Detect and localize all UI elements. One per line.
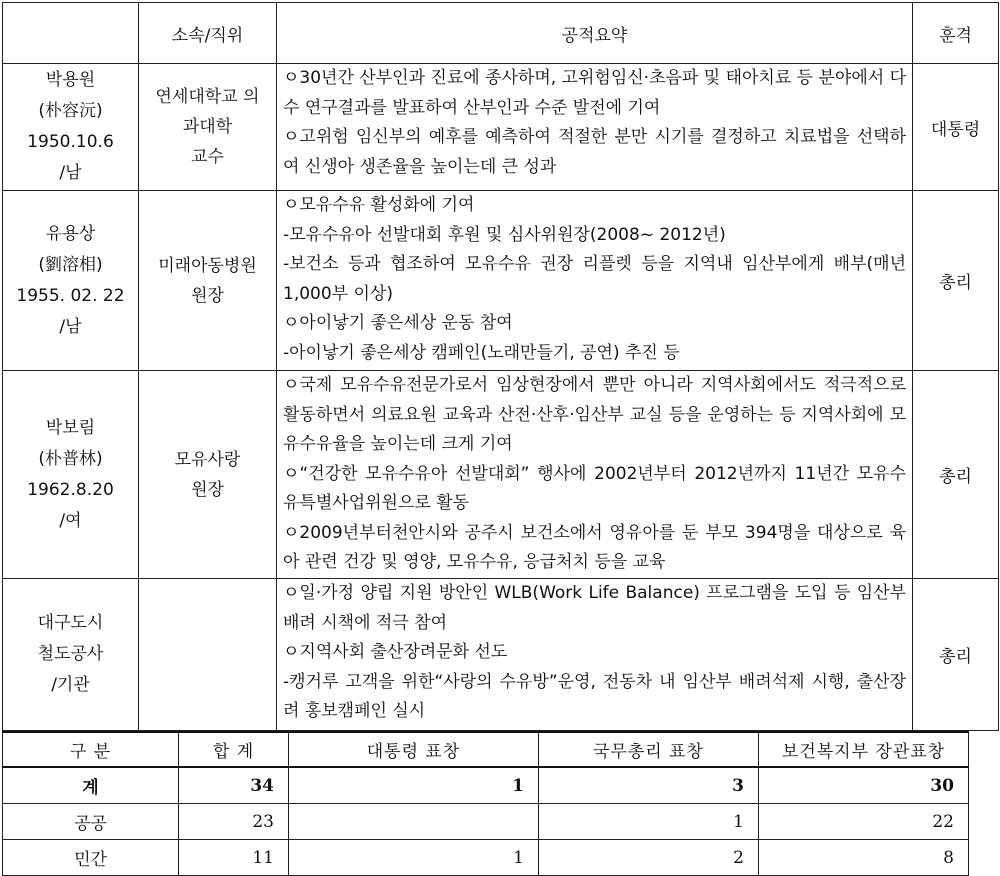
summary-item: ㅇ고위험 임신부의 예후를 예측하여 적절한 분만 시기를 결정하고 치료법을 선택하여 신생아 생존율을 높이는데 큰 성과 [283, 127, 906, 177]
award-grade-cell: 대통령 [913, 64, 999, 191]
org-line: 과대학 [182, 117, 233, 137]
table-row [3, 579, 999, 731]
stats-minister: 8 [759, 840, 969, 876]
org-line: 원장 [191, 479, 224, 500]
recipient-name-cell [3, 64, 139, 191]
stats-row-label: 공공 [3, 804, 179, 840]
recipient-hanja: (朴容沅) [38, 101, 103, 121]
org-line: 연세대학교 의 [155, 87, 260, 107]
award-grade-cell: 총리 [913, 579, 999, 731]
summary-item: -캥거루 고객을 위한“사랑의 수유방”운영, 전동차 내 임산부 배려석제 시행, 출산장려 홍보캠페인 실시 [283, 671, 906, 721]
stats-header-president: 대통령 표창 [289, 732, 539, 767]
org-line: 교수 [191, 147, 224, 167]
recipient-org-cell [139, 64, 277, 191]
stats-header-category: 구 분 [3, 732, 179, 767]
recipient-gender: /남 [59, 316, 82, 337]
recipient-gender: /여 [59, 510, 82, 531]
header-merit-summary: 공적요약 [277, 3, 913, 64]
header-org-position: 소속/직위 [139, 3, 277, 64]
org-line: 미래아동병원 [158, 255, 257, 276]
award-statistics-table [2, 731, 969, 876]
summary-item: ㅇ모유수유 활성화에 기여 [283, 195, 475, 215]
recipient-birthdate: 1950.10.6 [27, 132, 114, 152]
recipient-name-cell [3, 191, 139, 371]
recipient-org-cell [139, 579, 277, 731]
summary-item: ㅇ“건강한 모유수유아 선발대회” 행사에 2002년부터 2012년까지 11년간 모유수유특별사업위원으로 활동 [283, 463, 906, 513]
recipient-type: /기관 [51, 675, 90, 695]
summary-item: ㅇ지역사회 출산장려문화 선도 [283, 642, 508, 662]
recipient-hanja: (朴普林) [38, 448, 103, 469]
stats-row [3, 804, 969, 840]
stats-total: 11 [179, 840, 289, 876]
award-recipients-table [2, 2, 999, 731]
stats-total: 23 [179, 804, 289, 840]
recipient-name: 대구도시 [37, 613, 104, 633]
recipient-name: 박용원 [45, 70, 96, 90]
award-table-header-row [3, 3, 999, 64]
recipient-hanja: (劉溶相) [38, 254, 103, 275]
table-row [3, 371, 999, 579]
merit-summary-cell [277, 371, 913, 579]
stats-header-prime-minister: 국무총리 표창 [539, 732, 759, 767]
header-award-grade: 훈격 [913, 3, 999, 64]
merit-summary-cell [277, 579, 913, 731]
summary-item: -아이낳기 좋은세상 캠페인(노래만들기, 공연) 추진 등 [283, 342, 680, 363]
recipient-birthdate: 1962.8.20 [27, 479, 114, 500]
summary-item: ㅇ아이낳기 좋은세상 운동 참여 [283, 313, 513, 333]
stats-minister: 30 [759, 767, 969, 804]
recipient-name: 박보림 [45, 417, 96, 438]
award-grade-cell: 총리 [913, 191, 999, 371]
recipient-name: 유용상 [45, 223, 96, 244]
org-line: 모유사랑 [174, 449, 241, 470]
stats-row [3, 767, 969, 804]
stats-minister: 22 [759, 804, 969, 840]
summary-item: ㅇ2009년부터천안시와 공주시 보건소에서 영유아를 둔 부모 394명을 대상으로 육아 관련 건강 및 영양, 모유수유, 응급처치 등을 교육 [283, 522, 906, 572]
stats-header-total: 합 계 [179, 732, 289, 767]
summary-item: ㅇ국제 모유수유전문가로서 임상현장에서 뿐만 아니라 지역사회에서도 적극적으로 활동하면서 의료요원 교육과 산전·산후·임산부 교실 등을 운영하는 등 지역사회에 모유수유율을 높이는데 크게 기여 [283, 375, 906, 454]
summary-item: -보건소 등과 협조하여 모유수유 권장 리플렛 등을 지역내 임산부에게 배부(매년 1,000부 이상) [283, 254, 906, 304]
recipient-name-cell [3, 579, 139, 731]
header-name [3, 3, 139, 64]
award-grade-cell: 총리 [913, 371, 999, 579]
stats-header-minister: 보건복지부 장관표창 [759, 732, 969, 767]
recipient-org-cell [139, 191, 277, 371]
recipient-org-cell [139, 371, 277, 579]
stats-president: 1 [289, 767, 539, 804]
recipient-birthdate: 1955. 02. 22 [16, 285, 125, 306]
merit-summary-cell [277, 64, 913, 191]
recipient-gender: /남 [59, 163, 82, 183]
stats-president: 1 [289, 840, 539, 876]
stats-president [289, 804, 539, 840]
stats-prime-minister: 2 [539, 840, 759, 876]
stats-prime-minister: 1 [539, 804, 759, 840]
stats-prime-minister: 3 [539, 767, 759, 804]
stats-header-row [3, 732, 969, 767]
table-row [3, 191, 999, 371]
summary-item: ㅇ일·가정 양립 지원 방안인 WLB(Work Life Balance) 프로그램을 도입 등 임산부 배려 시책에 적극 참여 [283, 583, 906, 633]
merit-summary-cell [277, 191, 913, 371]
recipient-name: 철도공사 [37, 644, 104, 664]
table-row [3, 64, 999, 191]
summary-item: -모유수유아 선발대회 후원 및 심사위원장(2008~ 2012년) [283, 224, 726, 245]
stats-total: 34 [179, 767, 289, 804]
stats-row-label: 민간 [3, 840, 179, 876]
stats-row-label: 계 [3, 767, 179, 804]
summary-item: ㅇ30년간 산부인과 진료에 종사하며, 고위험임신·초음파 및 태아치료 등 분야에서 다수 연구결과를 발표하여 산부인과 수준 발전에 기여 [283, 68, 906, 118]
recipient-name-cell [3, 371, 139, 579]
stats-row [3, 840, 969, 876]
org-line: 원장 [191, 285, 224, 306]
